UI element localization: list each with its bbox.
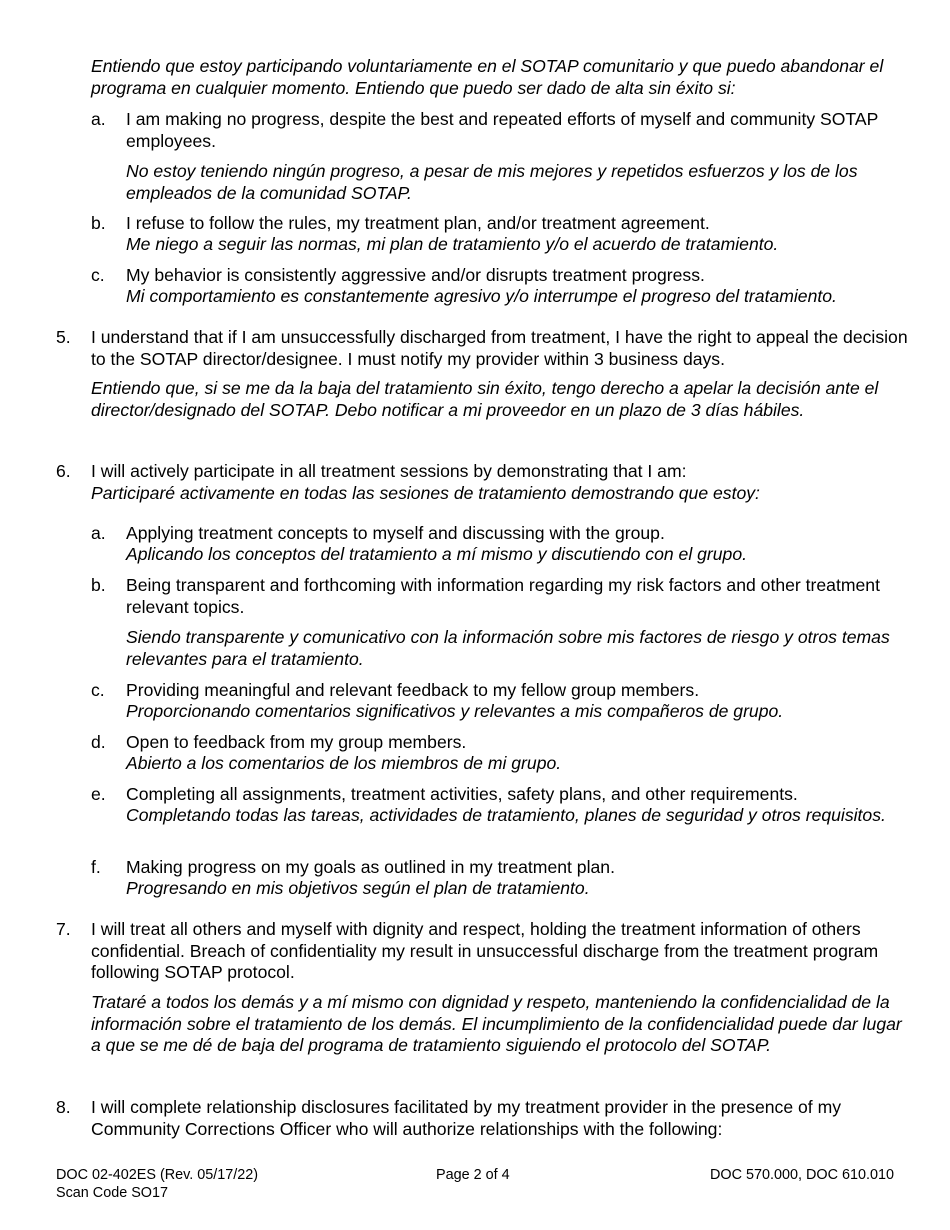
- item6-a-english: Applying treatment concepts to myself and discussing with the group.: [126, 523, 665, 543]
- item4-a-english: I am making no progress, despite the best and repeated efforts of myself and community SOTAP employees.: [126, 109, 879, 151]
- item6-c-label: c.: [91, 680, 105, 700]
- item6-f-english: Making progress on my goals as outlined in my treatment plan.: [126, 857, 615, 877]
- item7-english: I will treat all others and myself with dignity and respect, holding the treatment information of others confidential. Breach of confidentiality my result in unsuccessful discharge from the treatment program following SOTAP protocol.: [91, 919, 879, 982]
- item4-c-label: c.: [91, 265, 105, 285]
- item8-english: I will complete relationship disclosures facilitated by my treatment provider in the presence of my Community Corrections Officer who will authorize relationships with the following:: [91, 1097, 842, 1139]
- item5-spanish: Entiendo que, si se me da la baja del tratamiento sin éxito, tengo derecho a apelar la decisión ante el director/designado del SOTAP. Debo notificar a mi proveedor en un plazo de 3 días hábiles.: [91, 378, 879, 420]
- item6-b-label: b.: [91, 575, 106, 595]
- item4-b-label: b.: [91, 213, 106, 233]
- item6-a-label: a.: [91, 523, 106, 543]
- item6-b-english: Being transparent and forthcoming with information regarding my risk factors and other treatment relevant topics.: [126, 575, 880, 617]
- item6-spanish: Participaré activamente en todas las sesiones de tratamiento demostrando que estoy:: [91, 483, 760, 503]
- item8-number: 8.: [56, 1097, 71, 1117]
- item4-a-spanish: No estoy teniendo ningún progreso, a pesar de mis mejores y repetidos esfuerzos y los de los empleados de la comunidad SOTAP.: [126, 161, 858, 203]
- item7-number: 7.: [56, 919, 71, 939]
- footer-scan-code: Scan Code SO17: [56, 1185, 168, 1201]
- item6-c-spanish: Proporcionando comentarios significativos y relevantes a mis compañeros de grupo.: [126, 701, 784, 721]
- footer-form-id: DOC 02-402ES (Rev. 05/17/22): [56, 1167, 259, 1183]
- item7-spanish: Trataré a todos los demás y a mí mismo con dignidad y respeto, manteniendo la confidencialidad de la información sobre el tratamiento de los demás. El incumplimiento de la confidencialidad puede dar lugar a que se me dé de baja del programa de tratamiento siguiendo el protocolo del SOTAP.: [91, 992, 902, 1055]
- footer-policy-refs: DOC 570.000, DOC 610.010: [710, 1167, 894, 1183]
- item6-c-english: Providing meaningful and relevant feedback to my fellow group members.: [126, 680, 700, 700]
- intro-spanish: Entiendo que estoy participando voluntariamente en el SOTAP comunitario y que puedo abandonar el programa en cualquier momento. Entiendo que puedo ser dado de alta sin éxito si:: [91, 56, 884, 98]
- item6-e-english: Completing all assignments, treatment activities, safety plans, and other requirements.: [126, 784, 798, 804]
- item6-a-spanish: Aplicando los conceptos del tratamiento a mí mismo y discutiendo con el grupo.: [126, 544, 747, 564]
- item6-english: I will actively participate in all treatment sessions by demonstrating that I am:: [91, 461, 687, 481]
- item6-f-label: f.: [91, 857, 101, 877]
- item6-e-label: e.: [91, 784, 106, 804]
- item5-english: I understand that if I am unsuccessfully discharged from treatment, I have the right to appeal the decision to the SOTAP director/designee. I must notify my provider within 3 business days.: [91, 327, 908, 369]
- item6-b-spanish: Siendo transparente y comunicativo con la información sobre mis factores de riesgo y otros temas relevantes para el tratamiento.: [126, 627, 890, 669]
- item6-d-english: Open to feedback from my group members.: [126, 732, 467, 752]
- item4-a-label: a.: [91, 109, 106, 129]
- item6-number: 6.: [56, 461, 71, 481]
- item6-f-spanish: Progresando en mis objetivos según el plan de tratamiento.: [126, 878, 590, 898]
- item4-b-english: I refuse to follow the rules, my treatment plan, and/or treatment agreement.: [126, 213, 710, 233]
- item4-c-spanish: Mi comportamiento es constantemente agresivo y/o interrumpe el progreso del tratamiento.: [126, 286, 837, 306]
- footer-page-number: Page 2 of 4: [436, 1167, 510, 1183]
- item5-number: 5.: [56, 327, 71, 347]
- item6-e-spanish: Completando todas las tareas, actividades de tratamiento, planes de seguridad y otros requisitos.: [126, 805, 886, 825]
- item4-c-english: My behavior is consistently aggressive and/or disrupts treatment progress.: [126, 265, 705, 285]
- item6-d-spanish: Abierto a los comentarios de los miembros de mi grupo.: [126, 753, 562, 773]
- item6-d-label: d.: [91, 732, 106, 752]
- item4-b-spanish: Me niego a seguir las normas, mi plan de tratamiento y/o el acuerdo de tratamiento.: [126, 234, 779, 254]
